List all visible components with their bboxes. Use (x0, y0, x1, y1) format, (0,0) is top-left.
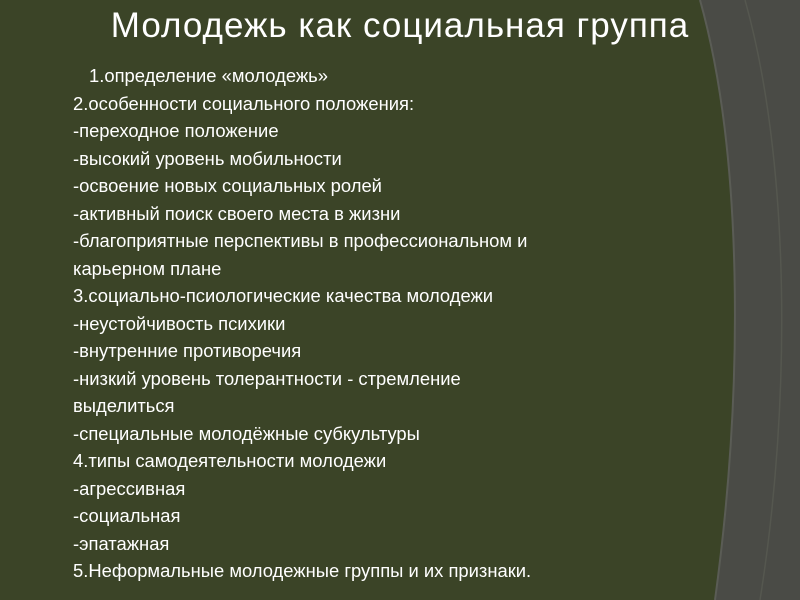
list-item: -эпатажная (73, 532, 170, 554)
list-item: -специальные молодёжные субкультуры (73, 422, 420, 444)
list-item: -низкий уровень толерантности - стремление (73, 367, 461, 389)
list-item: 4.типы самодеятельности молодежи (73, 450, 387, 471)
list-item: 5.Неформальные молодежные группы и их признаки. (73, 560, 532, 581)
list-item: -внутренние противоречия (73, 340, 302, 361)
list-item: -переходное положение (73, 120, 279, 141)
list-item: -освоение новых социальных ролей (73, 175, 382, 196)
list-item: -агрессивная (73, 477, 186, 499)
list-item: -неустойчивость психики (73, 312, 286, 334)
list-item: выделиться (73, 395, 175, 416)
list-item: 1.определение «молодежь» (89, 65, 328, 86)
list-item: 3.социально-псиологические качества молодежи (73, 285, 494, 306)
list-item: -социальная (73, 505, 181, 526)
slide-title: Молодежь как социальная группа (110, 6, 690, 45)
slide-body (73, 62, 713, 585)
list-item: -благоприятные перспективы в профессиональном и (73, 230, 528, 251)
list-item: -активный поиск своего места в жизни (73, 202, 401, 224)
list-item: 2.особенности социального положения: (73, 92, 415, 114)
list-item: карьерном плане (73, 257, 222, 279)
list-item: -высокий уровень мобильности (73, 147, 342, 169)
